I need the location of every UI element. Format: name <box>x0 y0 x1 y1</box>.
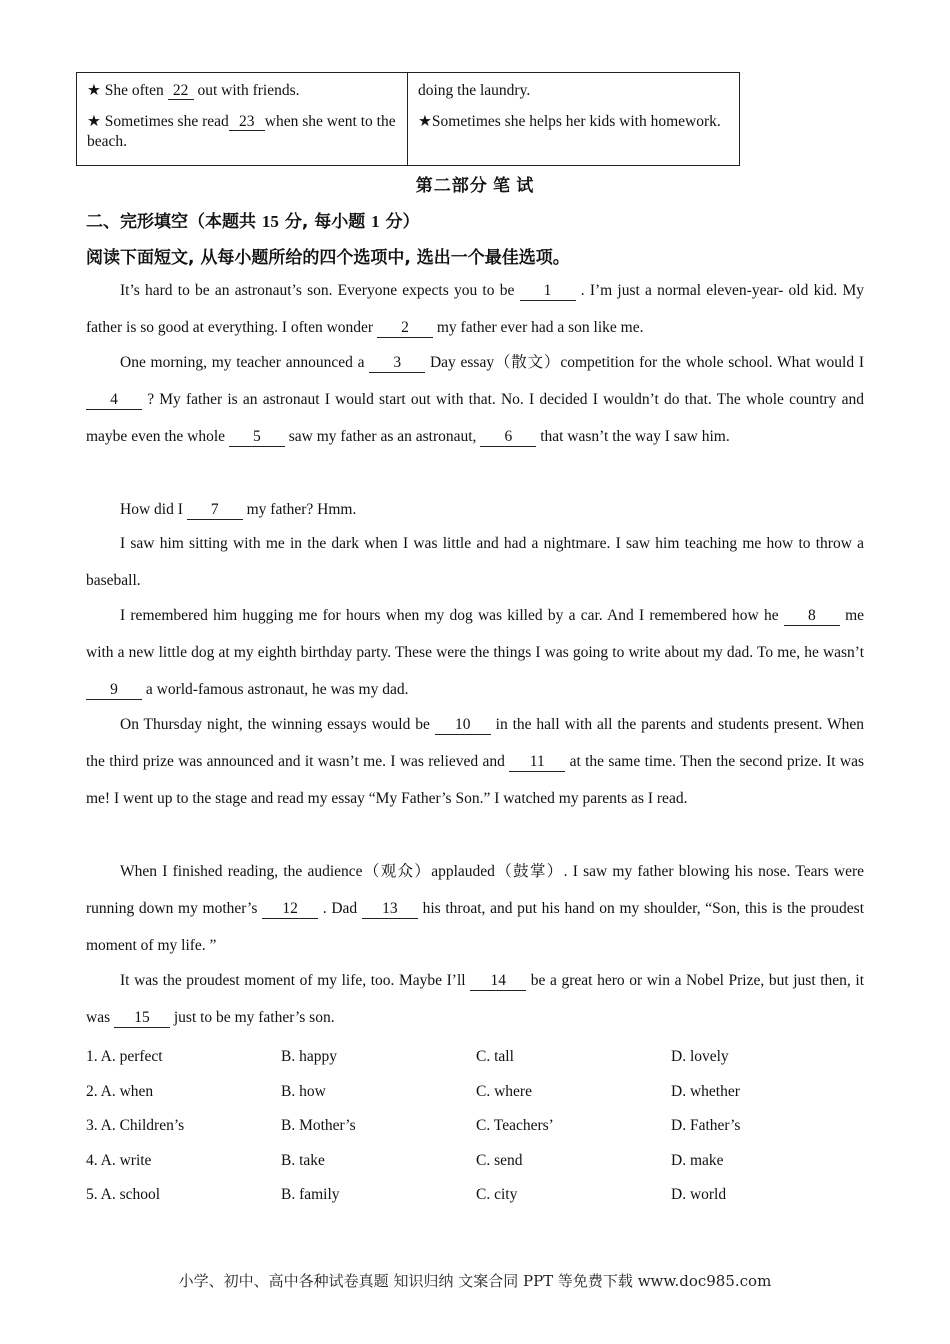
answer-options <box>86 1040 866 1213</box>
blank-22: 22 <box>168 82 194 100</box>
option-1b: B. happy <box>281 1048 337 1066</box>
blank-1: 1 <box>520 282 576 301</box>
option-4c: C. send <box>476 1151 523 1169</box>
option-1d: D. lovely <box>671 1048 729 1066</box>
option-5b: B. family <box>281 1186 340 1204</box>
blank-13: 13 <box>362 900 418 919</box>
option-row-1 <box>86 1040 866 1075</box>
option-4a: 4. A. write <box>86 1151 152 1169</box>
blank-5: 5 <box>229 428 285 447</box>
option-row-3 <box>86 1109 866 1144</box>
passage-paragraph-3: How did I 7 my father? Hmm. <box>120 501 357 518</box>
table-right-item-2: ★Sometimes she helps her kids with homework. <box>418 113 721 130</box>
option-3c: C. Teachers’ <box>476 1117 554 1135</box>
passage-paragraph-8: It was the proudest moment of my life, too. Maybe I’ll 14 be a great hero or win a Nobel Prize, but just then, it was 15 just to be my father’s son. <box>86 972 865 1026</box>
passage-paragraph-7: When I finished reading, the audience（观众）applauded（鼓掌）. I saw my father blowing his nose. Tears were running down my mother’s 12 . Dad 13 his throat, and put his hand on my shoulder, “Son, this is the proudest moment of my life. ” <box>86 863 865 954</box>
table-right-item-1: doing the laundry. <box>418 82 531 99</box>
blank-9: 9 <box>86 681 142 700</box>
option-2b: B. how <box>281 1082 326 1100</box>
option-4b: B. take <box>281 1151 325 1169</box>
blank-8: 8 <box>784 607 840 626</box>
passage-paragraph-2: One morning, my teacher announced a 3 Day essay（散文）competition for the whole school. What would I 4 ? My father is an astronaut I would start out with that. No. I decided I wouldn’t do that. The whole country and maybe even the whole 5 saw my father as an astronaut, 6 that wasn’t the way I saw him. <box>86 354 864 445</box>
option-2c: C. where <box>476 1082 532 1100</box>
option-row-5 <box>86 1178 866 1213</box>
passage-paragraph-5: I remembered him hugging me for hours when my dog was killed by a car. And I remembered how he 8 me with a new little dog at my eighth birthday party. These were the things I was going to write about my dad. To me, he wasn’t 9 a world-famous astronaut, he was my dad. <box>86 607 864 698</box>
page-footer: 小学、初中、高中各种试卷真题 知识归纳 文案合同 PPT 等免费下载 www.doc985.com <box>178 1272 772 1290</box>
section-title: 第二部分 笔 试 <box>415 176 535 195</box>
option-5c: C. city <box>476 1186 518 1204</box>
option-2a: 2. A. when <box>86 1082 154 1100</box>
option-5a: 5. A. school <box>86 1186 161 1204</box>
option-row-4 <box>86 1144 866 1179</box>
passage-paragraph-4: I saw him sitting with me in the dark when I was little and had a nightmare. I saw him teaching me how to throw a baseball. <box>86 535 864 589</box>
cloze-instructions: 阅读下面短文, 从每小题所给的四个选项中, 选出一个最佳选项。 <box>86 248 570 268</box>
blank-6: 6 <box>480 428 536 447</box>
blank-7: 7 <box>187 501 243 520</box>
option-1a: 1. A. perfect <box>86 1048 163 1066</box>
blank-23: 23 <box>229 113 265 131</box>
option-5d: D. world <box>671 1186 727 1204</box>
table-left-item-2: ★ Sometimes she read 23 when she went to the beach. <box>87 113 396 150</box>
blank-3: 3 <box>369 354 425 373</box>
option-4d: D. make <box>671 1151 724 1169</box>
option-2d: D. whether <box>671 1082 740 1100</box>
passage-paragraph-6: On Thursday night, the winning essays would be 10 in the hall with all the parents and students present. When the third prize was announced and it wasn’t me. I was relieved and 11 at the same time. Then the second prize. It was me! I went up to the stage and read my essay “My Father’s Son.” I watched my parents as I read. <box>86 716 865 807</box>
blank-2: 2 <box>377 319 433 338</box>
blank-11: 11 <box>509 753 565 772</box>
option-3d: D. Father’s <box>671 1117 741 1135</box>
option-row-2 <box>86 1075 866 1110</box>
table-left-column <box>77 73 408 165</box>
table-right-column <box>408 73 739 165</box>
blank-12: 12 <box>262 900 318 919</box>
blank-10: 10 <box>435 716 491 735</box>
blank-15: 15 <box>114 1009 170 1028</box>
activity-table <box>76 72 740 166</box>
blank-4: 4 <box>86 391 142 410</box>
option-3a: 3. A. Children’s <box>86 1117 185 1135</box>
option-1c: C. tall <box>476 1048 514 1066</box>
cloze-heading: 二、完形填空（本题共 15 分, 每小题 1 分） <box>86 212 420 232</box>
option-3b: B. Mother’s <box>281 1117 356 1135</box>
table-left-item-1: ★ She often 22 out with friends. <box>87 82 300 99</box>
blank-14: 14 <box>470 972 526 991</box>
passage-paragraph-1: It’s hard to be an astronaut’s son. Everyone expects you to be 1 . I’m just a normal eleven-year- old kid. My father is so good at everything. I often wonder 2 my father ever had a son like me. <box>86 282 864 336</box>
